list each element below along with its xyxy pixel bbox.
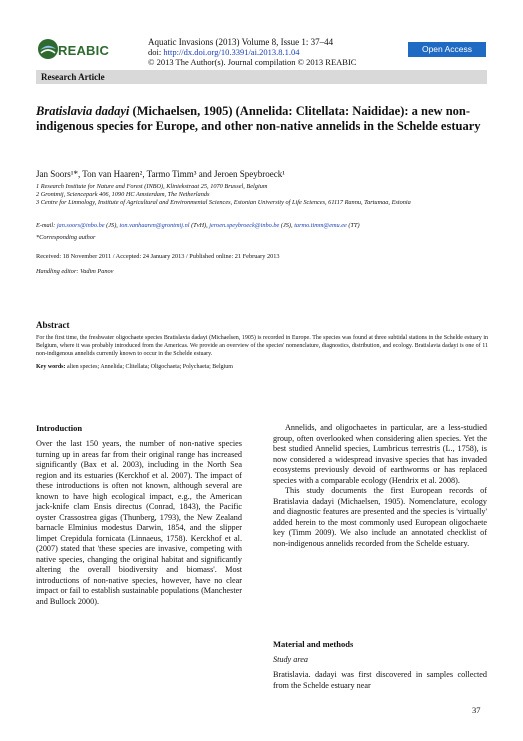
article-title (36, 104, 496, 133)
email-label: E-mail: (36, 222, 57, 229)
keywords-label: Key words: (36, 364, 66, 370)
keywords (36, 364, 488, 370)
section-bar (36, 70, 487, 84)
email-tag-1: (JS), (104, 222, 120, 229)
journal-line: Aquatic Invasions (2013) Volume 8, Issue 1: 37–44 (148, 37, 334, 47)
dates: Received: 18 November 2011 / Accepted: 24 January 2013 / Published online: 21 February 2013 (36, 253, 280, 260)
email-link-4[interactable]: tarmo.timm@emu.ee (294, 222, 347, 229)
reabic-logo-icon (36, 37, 60, 61)
abstract-heading: Abstract (36, 320, 70, 330)
affiliations (36, 183, 496, 207)
doi-line (148, 47, 356, 57)
handling-editor: Handling editor: Vadim Panov (36, 268, 114, 275)
doi-link[interactable]: http://dx.doi.org/10.3391/ai.2013.8.1.04 (163, 47, 300, 57)
reabic-logo (36, 34, 128, 64)
email-link-1[interactable]: jan.soors@inbo.be (56, 222, 105, 229)
corresponding-author: *Corresponding author (36, 234, 96, 241)
email-link-3[interactable]: jeroen.speybroeck@inbo.be (209, 222, 280, 229)
open-access-badge[interactable]: Open Access (408, 42, 486, 57)
logo-text: REABIC (58, 43, 110, 58)
email-link-2[interactable]: ton.vanhaaren@grontmij.nl (119, 222, 190, 229)
doi-label: doi: (148, 47, 162, 57)
page-number: 37 (472, 705, 481, 715)
affiliation-2: 2 Grontmij, Sciencepark 406, 1090 HC Amsterdam, The Netherlands (36, 191, 210, 198)
title-rest: (Michaelsen, 1905) (Annelida: Clitellata: Naididae): a new non-indigenous species for Europe, and other non-native annelids in the Schelde estuary (36, 104, 481, 133)
email-tag-4: (TT) (346, 222, 360, 229)
keywords-list: alien species; Annelida; Clitellata; Oligochaeta; Polychaeta; Belgium (65, 364, 233, 370)
abstract-text: For the first time, the freshwater oligochaete species Bratislavia dadayi (Michaelsen, 1905) is recorded in Europe. The species was found at three subtidal stations in the Schelde estuary in Belgium, where it was probably introduced from the Americas. We provide an overview of the species' nomenclature, diagnostics, distribution, and ecology. Bratislavia dadayi is one of 11 non-indigenous annelids currently known to occur in the Schelde estuary. (36, 335, 488, 357)
section-label: Research Article (41, 72, 105, 82)
intro-text: Over the last 150 years, the number of non-native species turning up in areas far from their original range has increased significantly (Bax et al. 2003), including in the North Sea region and its estuaries (Kerckhof et al. 2007). The impact of these introductions is often not known, although several are known to have high ecological impact, e.g., the American jack-knife clam Ensis directus (Conrad, 1843), the Pacific oyster Crassostrea gigas (Thunberg, 1793), the New Zealand barnacle Elminius modestus Darwin, 1854, and the slipper limpet Crepidula fornicata (Linnaeus, 1758). Kerckhof et al. (2007) stated that 'these species are invasive, competing with native species, changing the original habitat and significantly altering the overall biodiversity and biomass'. Most introductions of non-native species, however, have no clear impact or fail to establish sustainable populations (Manchester and Bullock 2000). (36, 439, 242, 606)
email-tag-3: (JS), (279, 222, 295, 229)
copyright: © 2013 The Author(s). Journal compilation © 2013 REABIC (148, 57, 357, 67)
email-tag-2: (TvH), (189, 222, 210, 229)
emails (36, 222, 506, 229)
authors: Jan Soors¹*, Ton van Haaren², Tarmo Timm³ and Jeroen Speybroeck¹ (36, 169, 285, 179)
affiliation-1: 1 Research Institute for Nature and Forest (INBO), Kliniekstraat 25, 1070 Brussel, Belgium (36, 183, 268, 190)
affiliation-3: 3 Centre for Limnology, Institute of Agricultural and Environmental Sciences, Estonian University of Life Sciences, 61117 Rannu, Tartumaa, Estonia (36, 199, 411, 206)
title-species: Bratislavia dadayi (36, 104, 130, 118)
paragraph-study: This study documents the first European records of Bratislavia dadayi (Michaelsen, 1905). Nomenclature, ecology and diagnostic features are presented and the species is 'virtually' added herein to the most commonly used European oligochaete key (Timm 2009). We also include an annotated checklist of non-indigenous annelids recorded from the Schelde estuary. (273, 486, 487, 548)
study-area-heading: Study area (273, 655, 308, 664)
column-2-text (273, 423, 487, 549)
paragraph-annelids: Annelids, and oligochaetes in particular, are a less-studied group, often overlooked when considering alien species. Yet the best studied Annelid species, Lumbricus terrestris (L., 1758), is now considered a widespread invasive species that has invaded ecosystems previously devoid of earthworms or has replaced species with a comparable ecology (Hendrix et al. 2008). (273, 423, 487, 485)
methods-heading: Material and methods (273, 639, 354, 649)
paragraph-study-area: Bratislavia. dadayi was first discovered in samples collected from the Schelde estuary near (273, 670, 487, 690)
intro-heading: Introduction (36, 423, 83, 433)
journal-info (148, 37, 356, 67)
